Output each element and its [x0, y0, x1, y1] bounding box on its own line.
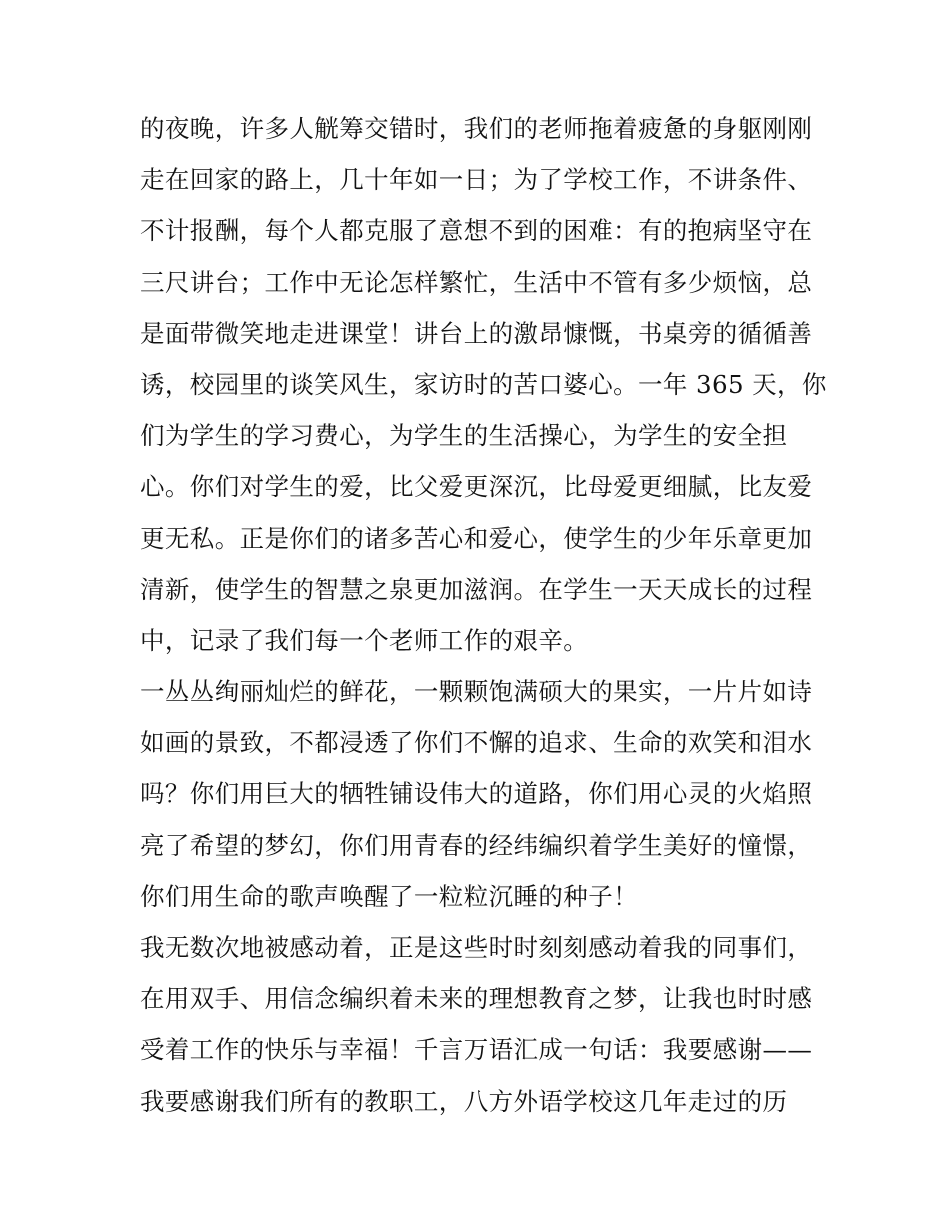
- text-line-13: 如画的景致，不都浸透了你们不懈的追求、生命的欢笑和泪水: [140, 728, 813, 758]
- text-line-5: 是面带微笑地走进课堂！讲台上的激昂慷慨，书桌旁的循循善: [140, 318, 813, 348]
- text-line-8: 心。你们对学生的爱，比父爱更深沉，比母爱更细腻，比友爱: [140, 472, 813, 502]
- text-line-2: 走在回家的路上，几十年如一日；为了学校工作，不讲条件、: [140, 165, 813, 195]
- text-line-11: 中，记录了我们每一个老师工作的艰辛。: [140, 625, 589, 655]
- text-line-1: 的夜晚，许多人觥筹交错时，我们的老师拖着疲惫的身躯刚刚: [140, 114, 813, 143]
- text-line-6: 诱，校园里的谈笑风生，家访时的苦口婆心。一年 365 天，你: [140, 369, 827, 399]
- text-line-20: 我要感谢我们所有的教职工，八方外语学校这几年走过的历: [140, 1086, 788, 1116]
- text-line-15: 亮了希望的梦幻，你们用青春的经纬编织着学生美好的憧憬，: [140, 830, 813, 860]
- text-line-12: 一丛丛绚丽灿烂的鲜花，一颗颗饱满硕大的果实，一片片如诗: [140, 677, 813, 707]
- text-line-10: 清新，使学生的智慧之泉更加滋润。在学生一天天成长的过程: [140, 574, 813, 604]
- body-text: [140, 103, 827, 1127]
- text-line-3: 不计报酬，每个人都克服了意想不到的困难：有的抱病坚守在: [140, 216, 813, 246]
- text-line-9: 更无私。正是你们的诸多苦心和爱心，使学生的少年乐章更加: [140, 523, 813, 553]
- text-line-16: 你们用生命的歌声唤醒了一粒粒沉睡的种子！: [140, 881, 638, 911]
- text-line-18: 在用双手、用信念编织着未来的理想教育之梦，让我也时时感: [140, 984, 813, 1014]
- text-line-14: 吗？你们用巨大的牺牲铺设伟大的道路，你们用心灵的火焰照: [140, 779, 813, 809]
- text-line-7: 们为学生的学习费心，为学生的生活操心，为学生的安全担: [140, 421, 788, 451]
- text-line-4: 三尺讲台；工作中无论怎样繁忙，生活中不管有多少烦恼，总: [140, 267, 813, 297]
- text-line-19: 受着工作的快乐与幸福！千言万语汇成一句话：我要感谢——: [140, 1035, 813, 1065]
- text-line-17: 我无数次地被感动着，正是这些时时刻刻感动着我的同事们，: [140, 933, 813, 962]
